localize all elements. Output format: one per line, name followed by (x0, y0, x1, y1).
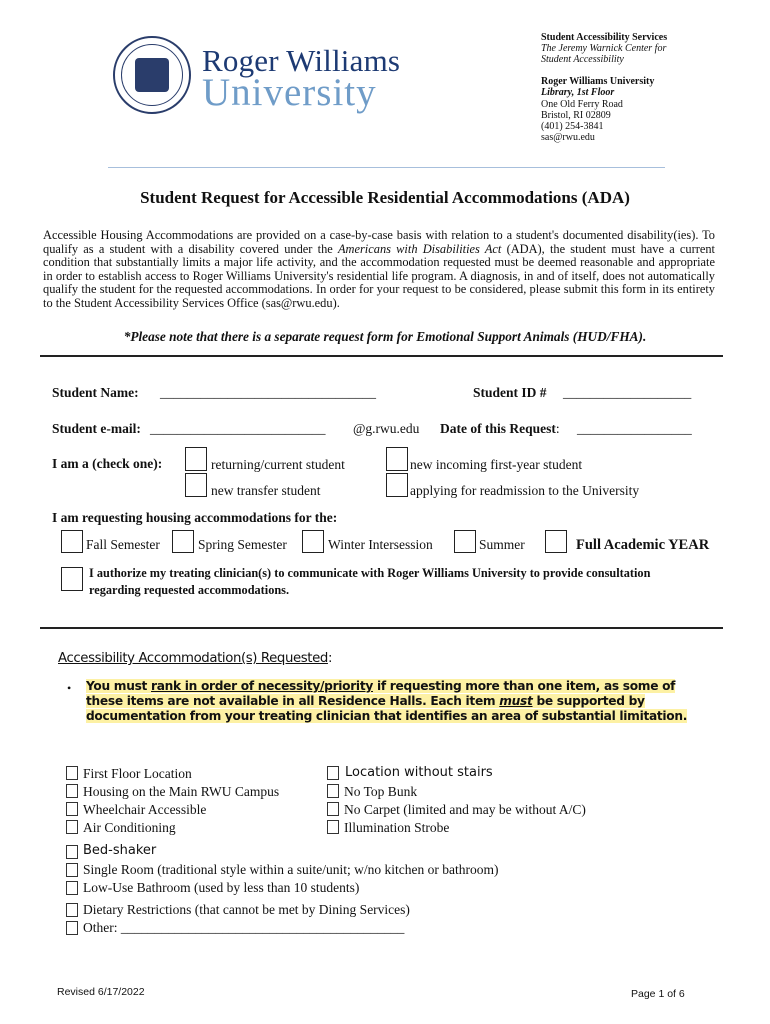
section-divider-middle (40, 627, 723, 629)
authorize-clinician-line2: regarding requested accommodations. (89, 583, 290, 597)
contact-phone: (401) 254-3841 (541, 121, 604, 132)
header-divider (108, 167, 665, 168)
fall-semester-checkbox[interactable] (61, 530, 83, 553)
air-conditioning-label: Air Conditioning (83, 820, 176, 835)
other-field[interactable]: Other: __________________________________________ (83, 920, 405, 935)
student-name-label: Student Name: (52, 385, 139, 400)
logo-text-university: University (202, 71, 377, 114)
i-am-label: I am a (check one): (52, 456, 163, 471)
accommodations-heading: Accessibility Accommodation(s) Requested: (58, 651, 333, 666)
student-name-field[interactable]: ________________________________ (160, 385, 376, 400)
wheelchair-accessible-label: Wheelchair Accessible (83, 802, 207, 817)
transfer-student-checkbox[interactable] (185, 473, 207, 497)
no-top-bunk-checkbox[interactable] (327, 784, 339, 798)
returning-student-label: returning/current student (211, 457, 345, 472)
request-date-field[interactable]: _________________ (577, 421, 692, 436)
contact-street: One Old Ferry Road (541, 99, 623, 110)
student-id-field[interactable]: ___________________ (563, 385, 692, 400)
winter-intersession-label: Winter Intersession (328, 537, 433, 552)
full-academic-year-label: Full Academic YEAR (576, 537, 710, 553)
student-email-label: Student e-mail: (52, 421, 141, 436)
term-heading: I am requesting housing accommodations for the: (52, 510, 338, 525)
student-email-field[interactable]: __________________________ (150, 421, 326, 436)
bed-shaker-checkbox[interactable] (66, 845, 78, 859)
first-year-student-checkbox[interactable] (386, 447, 408, 471)
illumination-strobe-label: Illumination Strobe (344, 820, 450, 835)
low-use-bathroom-checkbox[interactable] (66, 881, 78, 895)
summer-checkbox[interactable] (454, 530, 476, 553)
air-conditioning-checkbox[interactable] (66, 820, 78, 834)
logo-text-roger-williams: Roger Williams (202, 43, 401, 78)
section-divider-top (40, 355, 723, 357)
page-number: Page 1 of 6 (631, 988, 685, 1000)
no-stairs-label: Location without stairs (345, 765, 493, 780)
main-campus-checkbox[interactable] (66, 784, 78, 798)
dietary-restrictions-label: Dietary Restrictions (that cannot be met by Dining Services) (83, 902, 410, 917)
single-room-checkbox[interactable] (66, 863, 78, 877)
contact-office: Student Accessibility Services (541, 32, 668, 43)
request-date-label: Date of this Request: (440, 421, 560, 436)
esa-note: *Please note that there is a separate request form for Emotional Support Animals (HUD/FHA). (123, 329, 647, 344)
readmission-label: applying for readmission to the University (410, 483, 640, 498)
dietary-restrictions-checkbox[interactable] (66, 903, 78, 917)
single-room-label: Single Room (traditional style within a suite/unit; w/no kitchen or bathroom) (83, 862, 499, 877)
contact-center-line1: The Jeremy Warnick Center for (541, 43, 667, 54)
summer-label: Summer (479, 537, 525, 552)
no-top-bunk-label: No Top Bunk (344, 784, 418, 799)
wheelchair-accessible-checkbox[interactable] (66, 802, 78, 816)
first-floor-label: First Floor Location (83, 766, 192, 781)
document-title: Student Request for Accessible Residential Accommodations (ADA) (140, 188, 630, 207)
fall-semester-label: Fall Semester (86, 537, 160, 552)
contact-city: Bristol, RI 02809 (541, 110, 611, 121)
transfer-student-label: new transfer student (211, 483, 321, 498)
winter-intersession-checkbox[interactable] (302, 530, 324, 553)
spring-semester-checkbox[interactable] (172, 530, 194, 553)
contact-email: sas@rwu.edu (541, 132, 595, 143)
bed-shaker-label: Bed-shaker (83, 843, 157, 858)
bullet-icon: • (67, 681, 72, 695)
student-id-label: Student ID # (473, 385, 547, 400)
first-year-student-label: new incoming first-year student (410, 457, 583, 472)
contact-university: Roger Williams University (541, 76, 655, 87)
first-floor-checkbox[interactable] (66, 766, 78, 780)
full-academic-year-checkbox[interactable] (545, 530, 567, 553)
no-carpet-checkbox[interactable] (327, 802, 339, 816)
main-campus-label: Housing on the Main RWU Campus (83, 784, 280, 799)
low-use-bathroom-label: Low-Use Bathroom (used by less than 10 students) (83, 880, 360, 895)
readmission-checkbox[interactable] (386, 473, 408, 497)
authorize-clinician-line1: I authorize my treating clinician(s) to communicate with Roger Williams University to provide consultation (89, 566, 651, 580)
authorize-clinician-checkbox[interactable] (61, 567, 83, 591)
no-carpet-label: No Carpet (limited and may be without A/C) (344, 802, 586, 817)
illumination-strobe-checkbox[interactable] (327, 820, 339, 834)
email-domain: @g.rwu.edu (353, 421, 420, 436)
contact-center-line2: Student Accessibility (541, 54, 624, 65)
university-seal-logo (113, 36, 191, 114)
spring-semester-label: Spring Semester (198, 537, 287, 552)
revision-date: Revised 6/17/2022 (57, 986, 145, 998)
intro-paragraph: Accessible Housing Accommodations are provided on a case-by-case basis with relation to a student's documented disability(ies). To qualify as a student with a disability covered under the Americans with Disabilities Act (ADA), the student must have a current condition that substantially limits a major life activity, and the accommodation requested must be deemed reasonable and appropriate in order to establish access to Roger Williams University's residential life program. A diagnosis, in and of itself, does not automatically qualify the student for the requested accommodations. In order for your request to be considered, please submit this form in its entirety to the Student Accessibility Services Office (sas@rwu.edu). (43, 228, 715, 310)
returning-student-checkbox[interactable] (185, 447, 207, 471)
priority-instructions: You must rank in order of necessity/priority if requesting more than one item, as some of these items are not available in all Residence Halls. Each item must be supported by documentation from your treating clinician that identifies an area of substantial limitation. (86, 679, 688, 723)
contact-location: Library, 1st Floor (541, 87, 615, 98)
other-checkbox[interactable] (66, 921, 78, 935)
no-stairs-checkbox[interactable] (327, 766, 339, 780)
